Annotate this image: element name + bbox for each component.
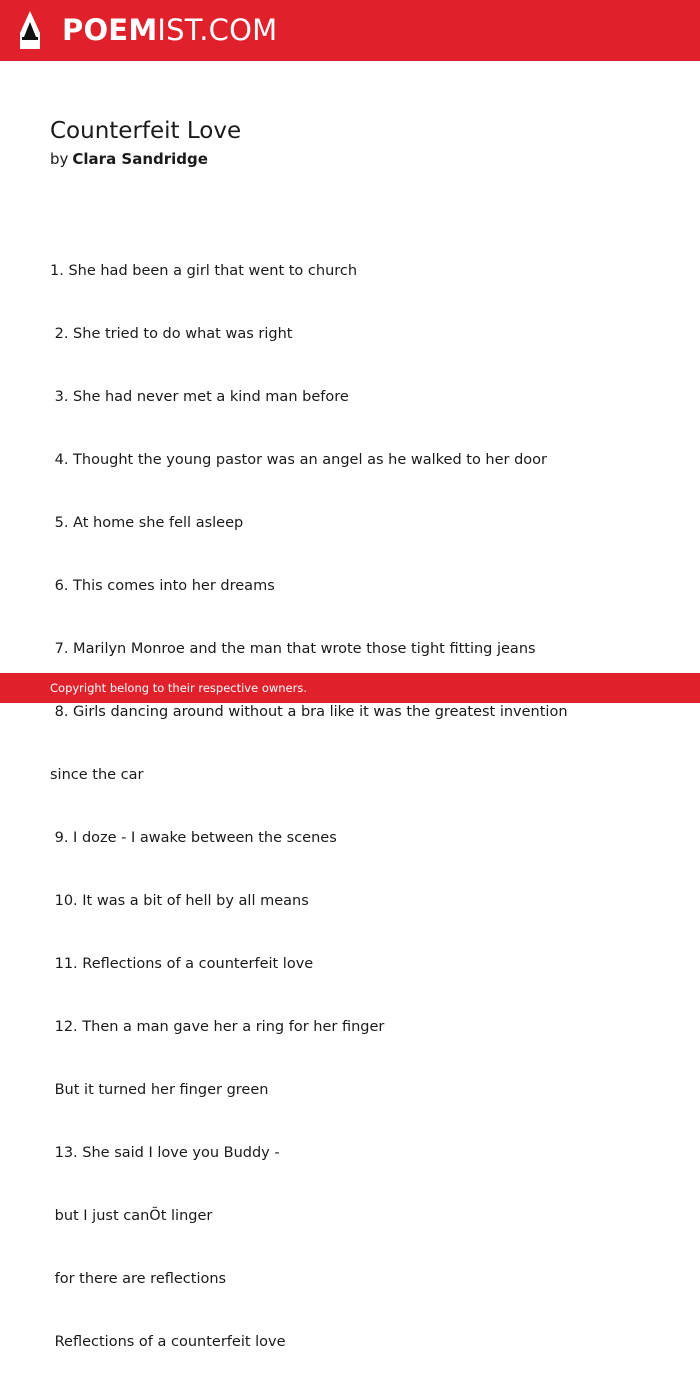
pencil-tip-icon[interactable] xyxy=(18,10,42,50)
poem-line: 1. She had been a girl that went to church xyxy=(50,263,358,279)
site-header xyxy=(0,0,700,61)
poem-line: 9. I doze - I awake between the scenes xyxy=(50,830,337,846)
poem-line: 11. Reflections of a counterfeit love xyxy=(50,956,314,972)
logo-bold-text: POEM xyxy=(62,13,158,47)
logo-light-text: IST.COM xyxy=(157,13,278,47)
author-name: Clara Sandridge xyxy=(72,150,208,168)
poem-line: for there are reflections xyxy=(50,1271,227,1287)
poem-line: 13. She said I love you Buddy - xyxy=(50,1145,280,1161)
poem-line: 4. Thought the young pastor was an angel as he walked to her door xyxy=(50,452,548,468)
poem-line: 2. She tried to do what was right xyxy=(50,326,293,342)
poem-line: 8. Girls dancing around without a bra like it was the greatest invention xyxy=(50,704,568,720)
poem-line: 5. At home she fell asleep xyxy=(50,515,244,531)
poem-line: but I just canÕt linger xyxy=(50,1208,213,1224)
byline xyxy=(50,149,208,169)
poem-line: 3. She had never met a kind man before xyxy=(50,389,349,405)
poem-line: since the car xyxy=(50,767,144,783)
site-footer xyxy=(0,673,700,703)
poem-line: 10. It was a bit of hell by all means xyxy=(50,893,309,909)
poem-line: 12. Then a man gave her a ring for her finger xyxy=(50,1019,385,1035)
poem-line: Reflections of a counterfeit love xyxy=(50,1334,286,1350)
copyright-notice: Copyright belong to their respective owners. xyxy=(50,681,308,695)
poem-title: Counterfeit Love xyxy=(50,118,242,144)
poem-body xyxy=(50,219,650,1374)
poem-line: But it turned her finger green xyxy=(50,1082,269,1098)
poem-line: 6. This comes into her dreams xyxy=(50,578,275,594)
by-label: by xyxy=(50,150,69,168)
poem-line: 7. Marilyn Monroe and the man that wrote those tight fitting jeans xyxy=(50,641,536,657)
site-logo[interactable] xyxy=(62,13,277,47)
